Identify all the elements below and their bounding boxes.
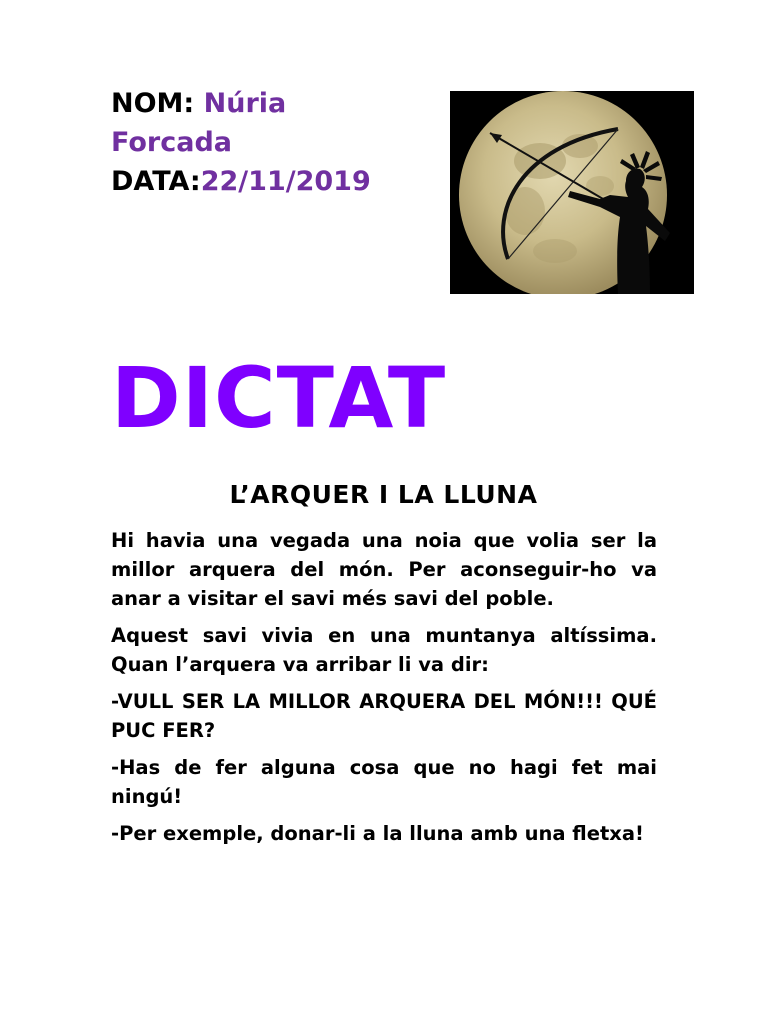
paragraph: -Has de fer alguna cosa que no hagi fet mai ningú! [111, 756, 657, 808]
paragraph: Hi havia una vegada una noia que volia ser la millor arquera del món. Per aconseguir-ho va anar a visitar el savi més savi del poble. [111, 529, 657, 610]
paragraph: -Per exemple, donar-li a la lluna amb una fletxa! [111, 822, 644, 845]
story-title: L’ARQUER I LA LLUNA [229, 480, 538, 509]
name-last: Forcada [111, 127, 232, 158]
paragraph: Aquest savi vivia en una muntanya altíssima. Quan l’arquera va arribar li va dir: [111, 624, 657, 676]
name-first: Núria [203, 88, 287, 119]
name-line-2 [111, 123, 441, 162]
date-label: DATA: [111, 166, 201, 197]
page-title: DICTAT [111, 349, 447, 447]
student-header [111, 84, 441, 201]
name-label: NOM: [111, 88, 195, 119]
moon-archer-image [450, 91, 694, 294]
date-line [111, 162, 441, 201]
name-line [111, 84, 441, 123]
paragraph: -VULL SER LA MILLOR ARQUERA DEL MÓN!!! QUÉ PUC FER? [111, 690, 657, 742]
date-value: 22/11/2019 [200, 166, 371, 197]
story-body [111, 526, 657, 856]
